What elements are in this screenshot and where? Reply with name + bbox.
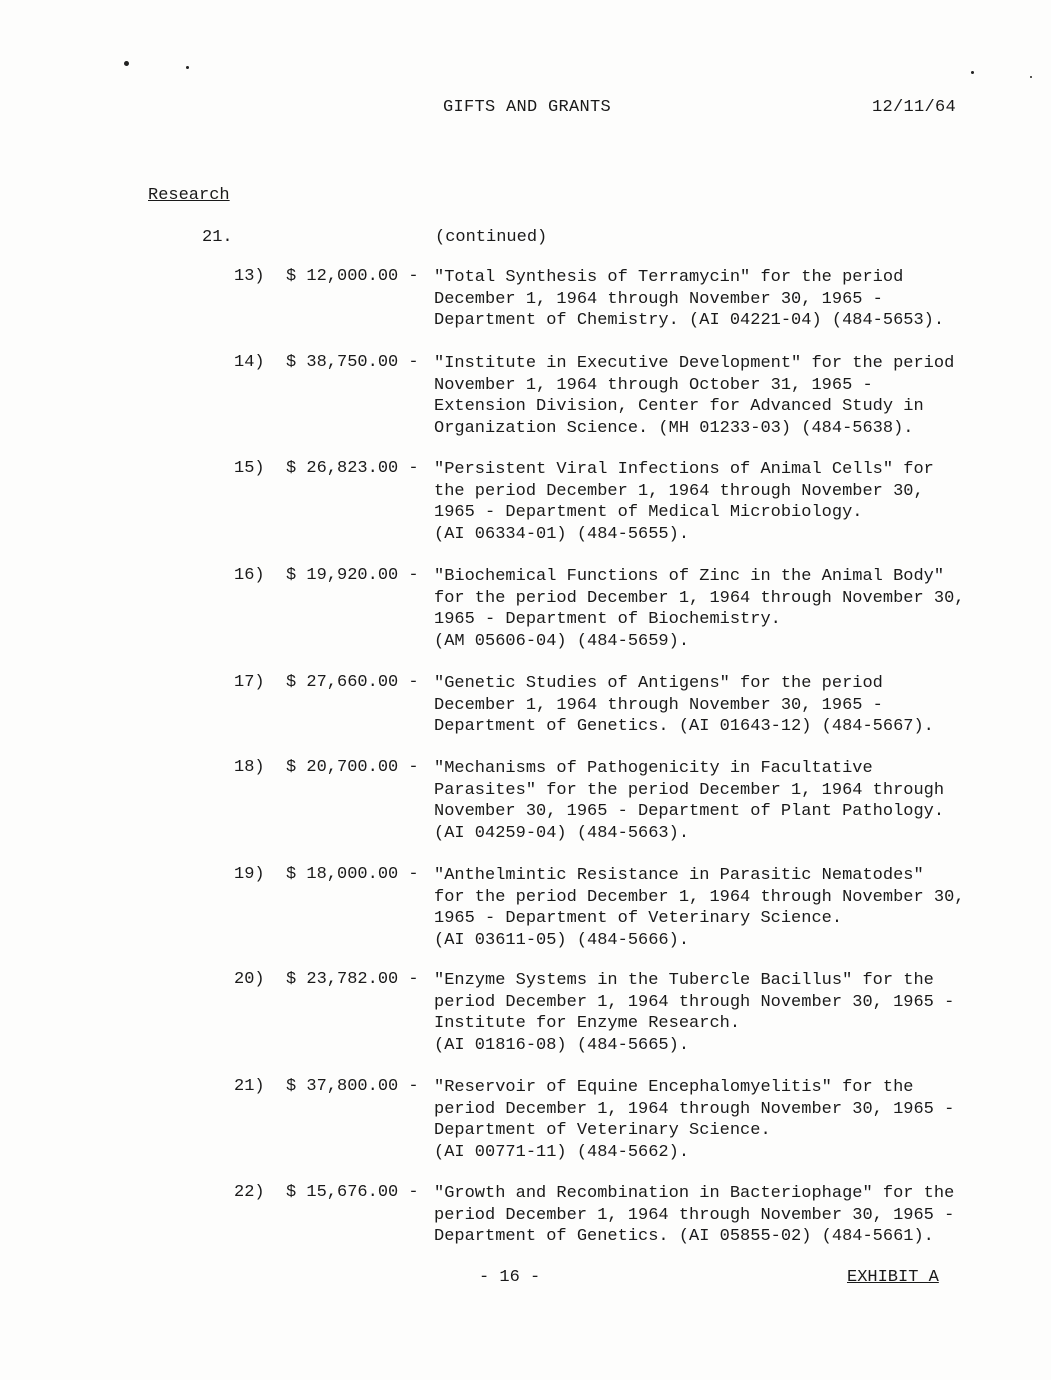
- description-line: Department of Chemistry. (AI 04221-04) (484-5653).: [434, 311, 945, 330]
- grant-description: [434, 1077, 954, 1163]
- grant-description: [434, 566, 965, 652]
- grant-amount: $ 15,676.00 -: [286, 1183, 419, 1202]
- grant-amount: $ 38,750.00 -: [286, 353, 419, 372]
- description-line: "Reservoir of Equine Encephalomyelitis" for the: [434, 1078, 914, 1097]
- description-line: "Growth and Recombination in Bacteriophage" for the: [434, 1184, 955, 1203]
- description-line: Organization Science. (MH 01233-03) (484-5638).: [434, 418, 914, 438]
- grant-amount: $ 23,782.00 -: [286, 970, 419, 989]
- description-line: "Institute in Executive Development" for the period: [434, 354, 955, 373]
- grant-amount: $ 12,000.00 -: [286, 267, 419, 286]
- description-line: Institute for Enzyme Research.: [434, 1014, 741, 1033]
- scan-speck: [186, 66, 189, 69]
- grant-amount: $ 20,700.00 -: [286, 758, 419, 777]
- grant-amount: $ 19,920.00 -: [286, 566, 419, 585]
- grant-description: [434, 1183, 954, 1248]
- scan-speck: [124, 61, 129, 66]
- entry-number: 16): [234, 566, 265, 585]
- grant-description: [434, 353, 954, 439]
- grant-amount: $ 26,823.00 -: [286, 459, 419, 478]
- description-line: for the period December 1, 1964 through November 30,: [434, 887, 965, 907]
- grant-description: [434, 673, 934, 738]
- description-line: 1965 - Department of Veterinary Science.: [434, 909, 843, 928]
- description-line: "Mechanisms of Pathogenicity in Facultative: [434, 759, 873, 778]
- grant-amount: $ 37,800.00 -: [286, 1077, 419, 1096]
- entry-number: 17): [234, 673, 265, 692]
- description-line: (AI 00771-11) (484-5662).: [434, 1142, 690, 1162]
- page-number: - 16 -: [479, 1268, 541, 1287]
- description-line: period December 1, 1964 through November 30, 1965 -: [434, 1205, 955, 1225]
- description-line: (AI 01816-08) (484-5665).: [434, 1035, 690, 1055]
- scan-speck: [1030, 76, 1032, 78]
- description-line: "Anthelmintic Resistance in Parasitic Nematodes": [434, 866, 924, 885]
- description-line: Extension Division, Center for Advanced Study in: [434, 397, 924, 416]
- section-heading: Research: [148, 186, 230, 205]
- description-line: "Total Synthesis of Terramycin" for the period: [434, 268, 904, 287]
- entry-number: 22): [234, 1183, 265, 1202]
- description-line: Department of Genetics. (AI 01643-12) (484-5667).: [434, 717, 934, 736]
- description-line: "Biochemical Functions of Zinc in the Animal Body": [434, 567, 945, 586]
- description-line: period December 1, 1964 through November 30, 1965 -: [434, 992, 955, 1012]
- description-line: (AI 06334-01) (484-5655).: [434, 524, 690, 544]
- description-line: period December 1, 1964 through November 30, 1965 -: [434, 1099, 955, 1119]
- description-line: December 1, 1964 through November 30, 1965 -: [434, 695, 883, 715]
- grant-description: [434, 970, 954, 1056]
- description-line: (AI 04259-04) (484-5663).: [434, 823, 690, 843]
- description-line: "Persistent Viral Infections of Animal Cells" for: [434, 460, 934, 479]
- document-date: 12/11/64: [872, 98, 957, 117]
- page-title: GIFTS AND GRANTS: [443, 98, 612, 117]
- item-number: 21.: [202, 228, 233, 247]
- description-line: 1965 - Department of Medical Microbiology.: [434, 503, 863, 522]
- entry-number: 20): [234, 970, 265, 989]
- entry-number: 19): [234, 865, 265, 884]
- description-line: Department of Veterinary Science.: [434, 1121, 771, 1140]
- description-line: December 1, 1964 through November 30, 1965 -: [434, 289, 883, 309]
- entry-number: 14): [234, 353, 265, 372]
- exhibit-label: EXHIBIT A: [847, 1268, 939, 1287]
- entry-number: 18): [234, 758, 265, 777]
- grant-description: [434, 459, 934, 545]
- grant-description: [434, 758, 944, 844]
- description-line: November 1, 1964 through October 31, 1965 -: [434, 375, 873, 395]
- continued-label: (continued): [435, 228, 548, 247]
- description-line: for the period December 1, 1964 through November 30,: [434, 588, 965, 608]
- description-line: "Enzyme Systems in the Tubercle Bacillus" for the: [434, 971, 934, 990]
- grant-amount: $ 18,000.00 -: [286, 865, 419, 884]
- description-line: Parasites" for the period December 1, 1964 through: [434, 780, 945, 800]
- grant-description: [434, 267, 944, 332]
- grant-description: [434, 865, 965, 951]
- entry-number: 21): [234, 1077, 265, 1096]
- description-line: "Genetic Studies of Antigens" for the period: [434, 674, 883, 693]
- description-line: November 30, 1965 - Department of Plant Pathology.: [434, 802, 945, 821]
- grant-amount: $ 27,660.00 -: [286, 673, 419, 692]
- entry-number: 13): [234, 267, 265, 286]
- scan-speck: [971, 71, 974, 74]
- description-line: 1965 - Department of Biochemistry.: [434, 610, 781, 629]
- entry-number: 15): [234, 459, 265, 478]
- description-line: Department of Genetics. (AI 05855-02) (484-5661).: [434, 1227, 934, 1246]
- description-line: (AI 03611-05) (484-5666).: [434, 930, 690, 950]
- description-line: (AM 05606-04) (484-5659).: [434, 631, 690, 651]
- description-line: the period December 1, 1964 through November 30,: [434, 481, 924, 501]
